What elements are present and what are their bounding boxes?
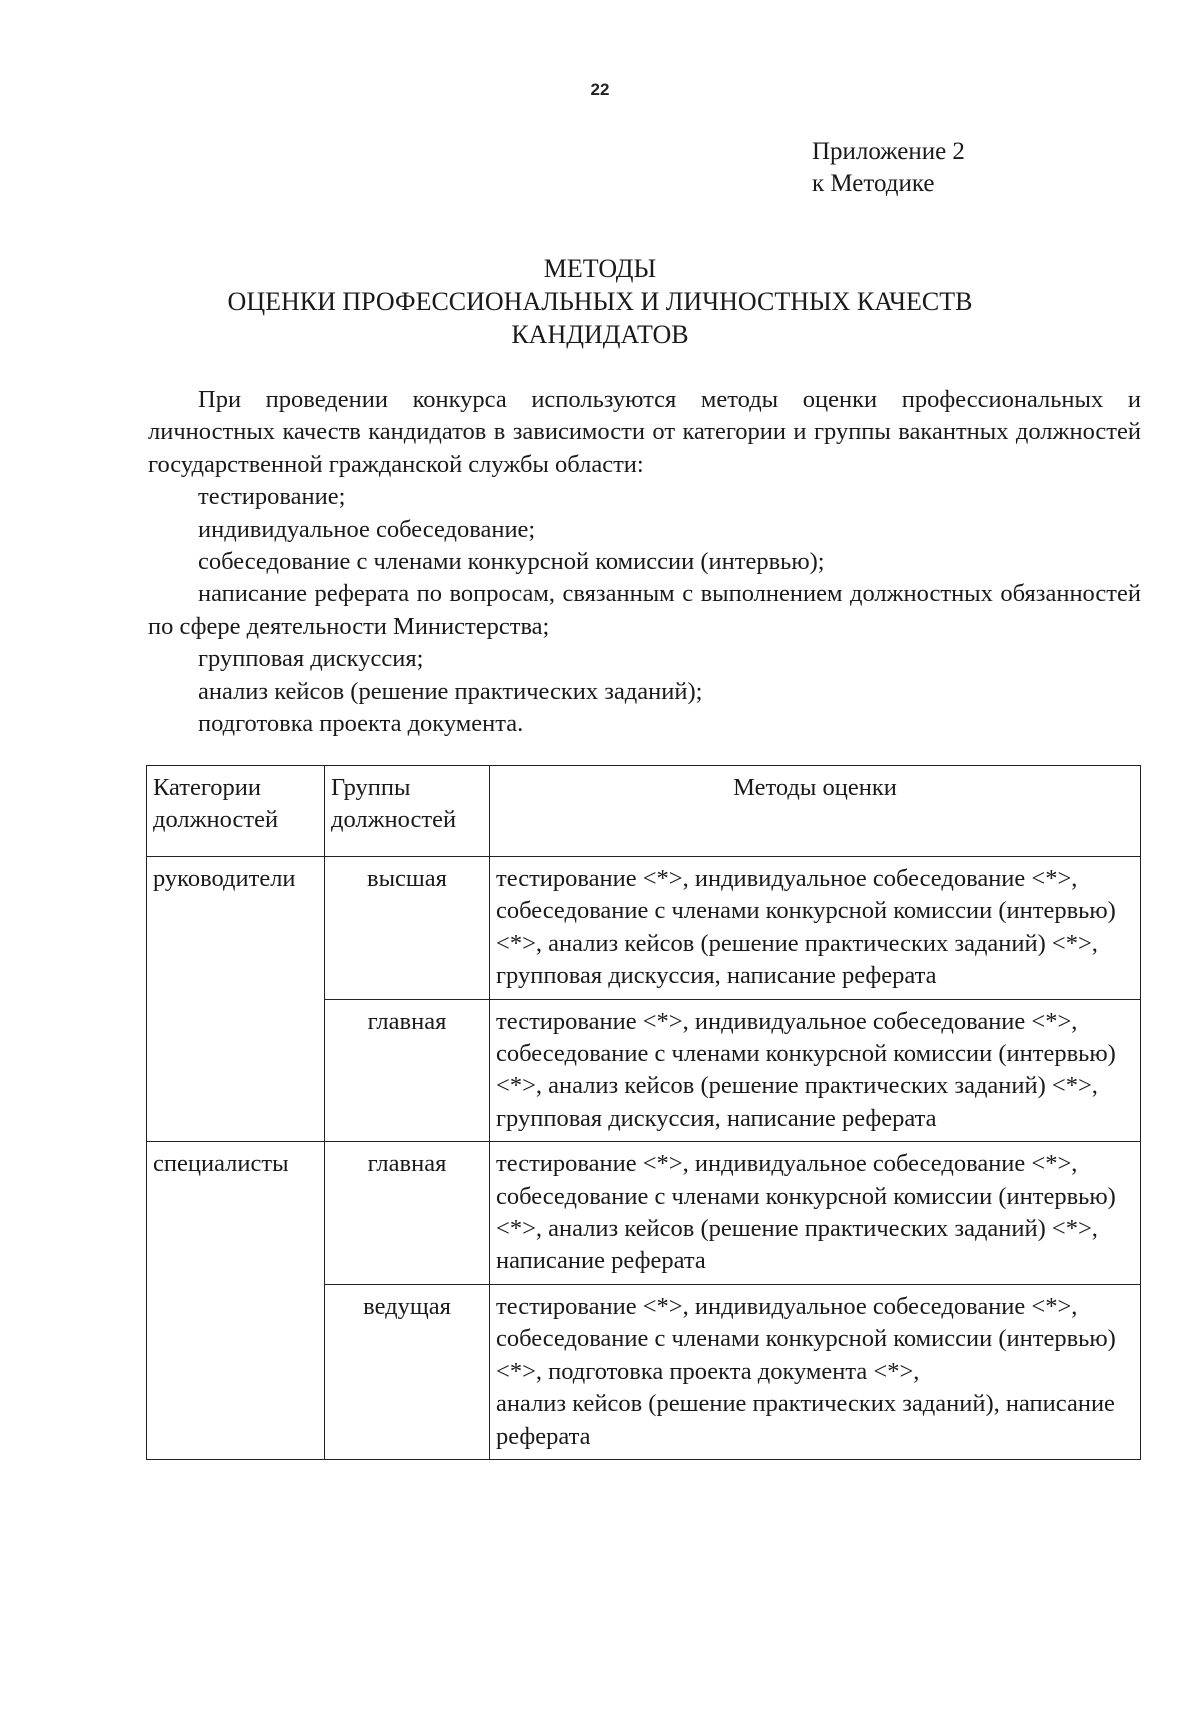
cell-category: специалисты [147, 1142, 325, 1285]
title-line-2: ОЦЕНКИ ПРОФЕССИОНАЛЬНЫХ И ЛИЧНОСТНЫХ КАЧЕСТВ [227, 287, 973, 316]
cell-category [147, 1284, 325, 1459]
table-header-row [147, 766, 1141, 857]
cell-methods: тестирование <*>, индивидуальное собеседование <*>, собеседование с членами конкурсной комиссии (интервью) <*>, анализ кейсов (решение практических заданий) <*>, групповая дискуссия, написание реферата [490, 999, 1141, 1142]
title-line-1: МЕТОДЫ [543, 254, 657, 283]
appendix-note [812, 136, 965, 200]
method-item: собеседование с членами конкурсной комиссии (интервью); [198, 548, 825, 576]
cell-group: ведущая [325, 1284, 490, 1459]
method-item: индивидуальное собеседование; [198, 515, 536, 543]
cell-group: высшая [325, 857, 490, 1000]
method-item: анализ кейсов (решение практических заданий); [198, 677, 703, 705]
page-number: 22 [590, 80, 610, 99]
table-row [147, 857, 1141, 1000]
table-row [147, 1142, 1141, 1285]
cell-category: руководители [147, 857, 325, 1000]
intro-section [148, 384, 1141, 740]
header-methods: Методы оценки [490, 766, 1141, 857]
cell-group: главная [325, 1142, 490, 1285]
appendix-line-2: к Методике [812, 170, 935, 197]
method-item: групповая дискуссия; [198, 645, 424, 673]
cell-methods: тестирование <*>, индивидуальное собеседование <*>, собеседование с членами конкурсной комиссии (интервью) <*>, анализ кейсов (решение практических заданий) <*>, написание реферата [490, 1142, 1141, 1285]
methods-text-part-2: анализ кейсов (решение практических заданий), написание реферата [496, 1390, 1115, 1450]
title-line-3: КАНДИДАТОВ [511, 320, 689, 349]
cell-group: главная [325, 999, 490, 1142]
methods-text-part-1: тестирование <*>, индивидуальное собеседование <*>, собеседование с членами конкурсной комиссии (интервью) <*>, подготовка проекта документа <*>, [496, 1292, 1116, 1385]
header-group: Группы должностей [325, 766, 490, 857]
method-item: тестирование; [198, 483, 346, 511]
cell-methods: тестирование <*>, индивидуальное собеседование <*>, собеседование с членами конкурсной комиссии (интервью) <*>, анализ кейсов (решение практических заданий) <*>, групповая дискуссия, написание реферата [490, 857, 1141, 1000]
document-title [0, 252, 1200, 351]
table-row [147, 999, 1141, 1142]
methods-table [146, 765, 1141, 1460]
cell-methods [490, 1284, 1141, 1459]
method-item: подготовка проекта документа. [198, 710, 524, 738]
cell-category [147, 999, 325, 1142]
table-row [147, 1284, 1141, 1459]
method-item: написание реферата по вопросам, связанным с выполнением должностных обязанностей по сфере деятельности Министерства; [148, 580, 1141, 640]
appendix-line-1: Приложение 2 [812, 138, 965, 165]
intro-paragraph: При проведении конкурса используются методы оценки профессиональных и личностных качеств кандидатов в зависимости от категории и группы вакантных должностей государственной гражданской службы области: [148, 386, 1141, 478]
header-category: Категории должностей [147, 766, 325, 857]
